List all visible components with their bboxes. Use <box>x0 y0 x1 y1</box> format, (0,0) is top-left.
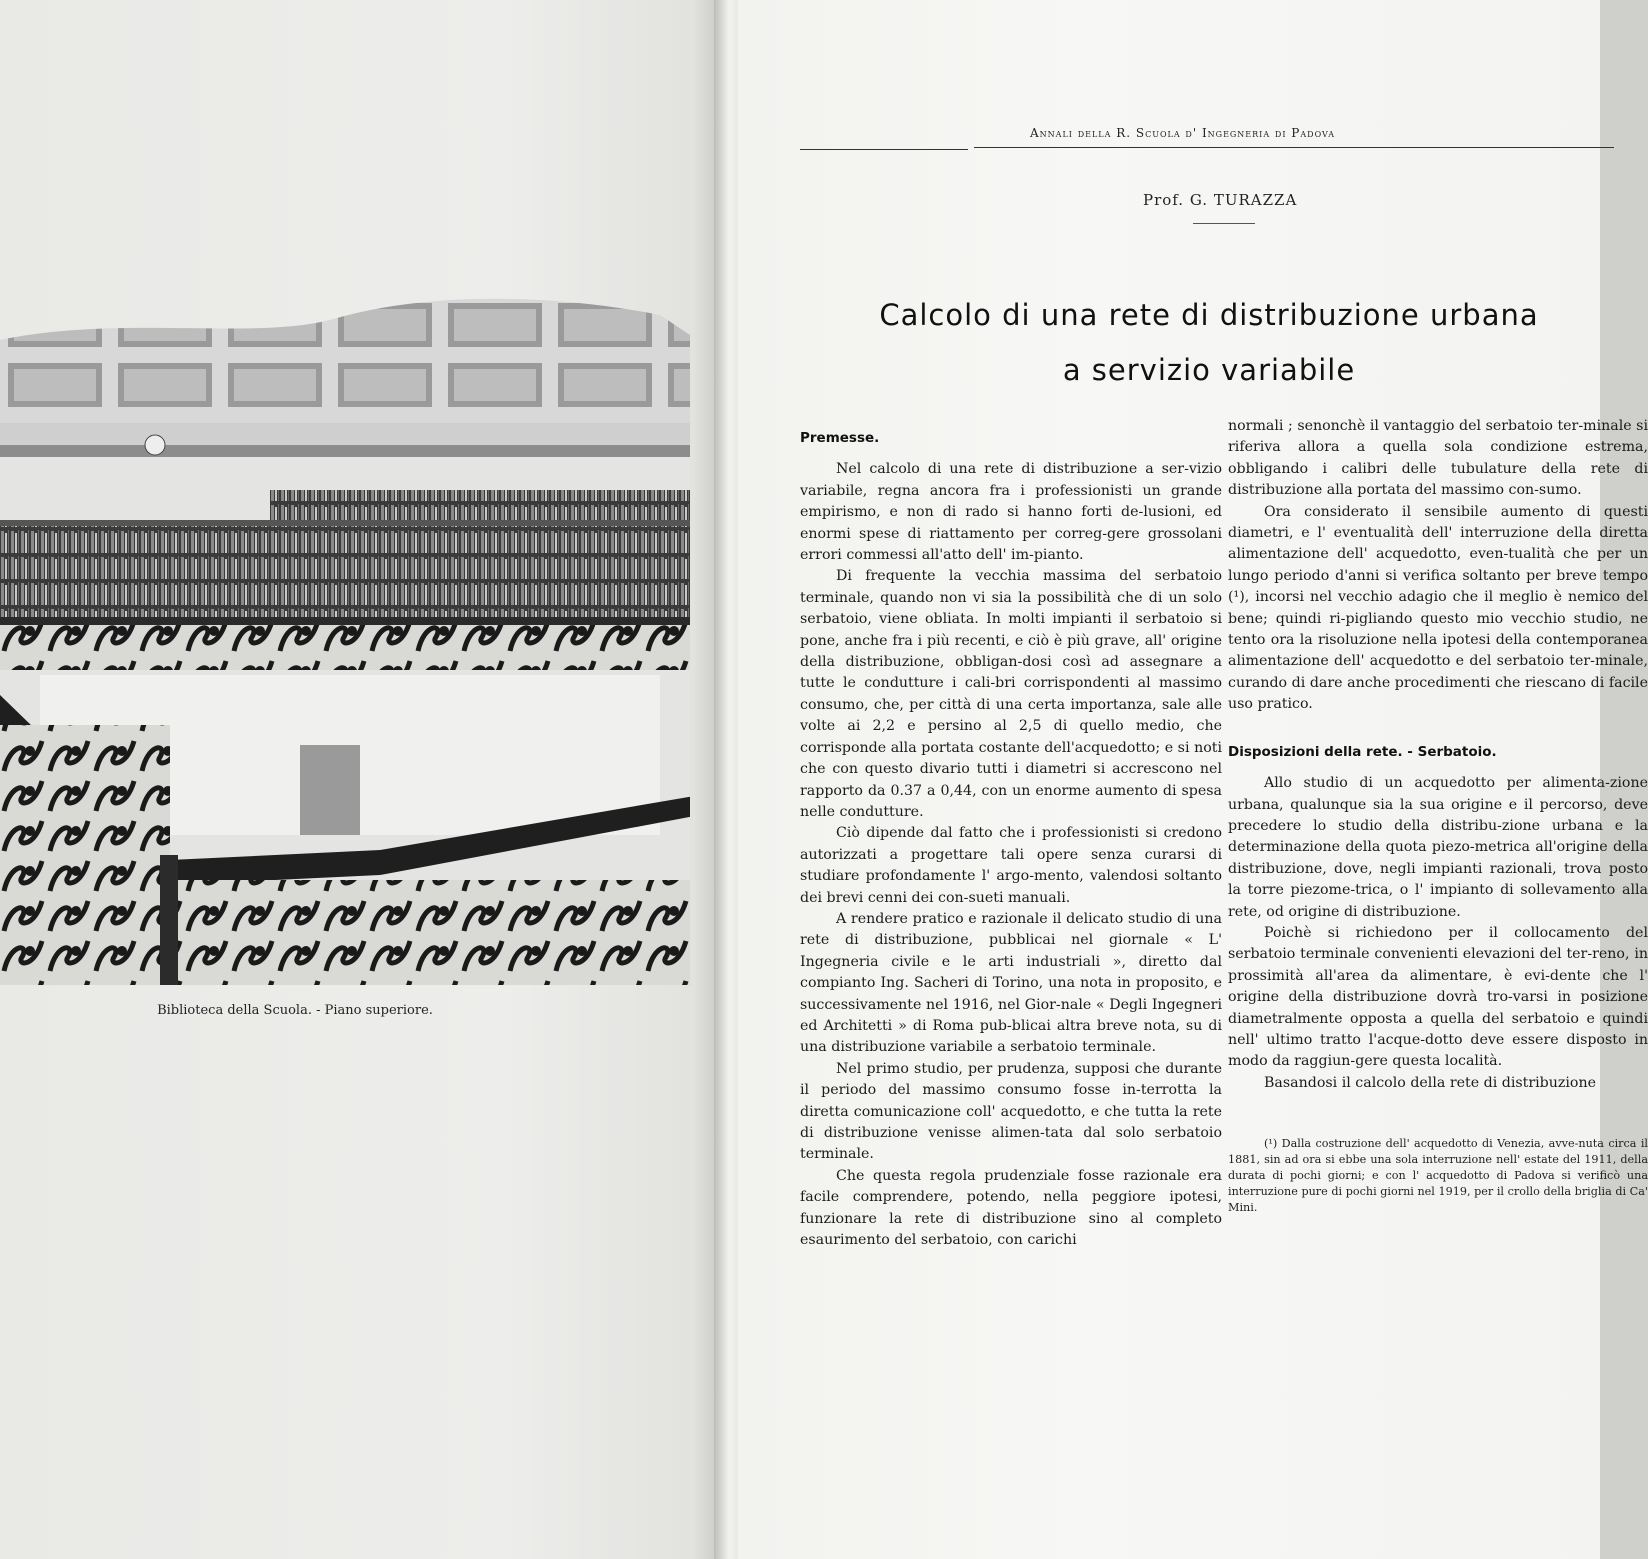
section-heading-disposizioni: Disposizioni della rete. - Serbatoio. <box>1228 743 1497 760</box>
section-heading-premesse: Premesse. <box>800 430 880 446</box>
author-rule <box>1193 223 1255 224</box>
paragraph: Ora considerato il sensibile aumento di questi diametri, e l' eventualità dell' interruzione della diretta alimentazione dell' acquedotto, even-tualità che per un lungo periodo d'anni si verifica soltanto per breve tempo (¹), incorsi nel vecchio adagio che il meglio è nemico del bene; quindi ri-pigliando questo mio vecchio studio, ne tento ora la risoluzione nella ipotesi della contemporanea alimentazione dell' acquedotto e del serbatoio ter-minale, curando di dare anche procedimenti che riescano di facile uso pratico. <box>1228 503 1648 713</box>
photo-caption: Biblioteca della Scuola. - Piano superiore. <box>157 1003 433 1018</box>
header-rule <box>800 149 968 150</box>
text-column-right <box>1228 416 1648 1216</box>
left-page <box>0 0 722 1559</box>
paragraph: Nel primo studio, per prudenza, supposi che durante il periodo del massimo consumo fosse in-terrotta la diretta comunicazione coll' acquedotto, e che tutta la rete di distribuzione venisse alimen-tata dal solo serbatoio terminale. <box>800 1060 1222 1163</box>
paragraph: Di frequente la vecchia massima del serbatoio terminale, quando non vi sia la possibilità che di un solo serbatoio, viene obliata. In molti impianti il serbatoio si pone, anche fra i più recenti, e ciò è più grave, all' origine della distribuzione, obbligan-dosi così ad assegnare a tutte le condutture i cali-bri corrispondenti al massimo consumo, che, per città di una certa importanza, sale alle volte ai 2,2 e persino al 2,5 di quello medio, che corrisponde alla portata costante dell'acquedotto; e si noti che con questo divario tutti i diametri si accrescono nel rapporto da 0.37 a 0,44, con un enorme aumento di spesa nelle condutture. <box>800 568 1222 820</box>
footnote <box>1228 1136 1648 1216</box>
footnote-text: (¹) Dalla costruzione dell' acquedotto di Venezia, avve-nuta circa il 1881, sin ad ora si ebbe una sola interruzione nell' estate del 1911, della durata di pochi giorni; e con l' acquedotto di Padova si verificò una interruzione pure di pochi giorni nel 1919, per il crollo della briglia di Ca' Mini. <box>1228 1137 1648 1215</box>
article-title <box>798 288 1620 398</box>
paragraph: Poichè si richiedono per il collocamento del serbatoio terminale convenienti elevazioni del ter-reno, in prossimità all'area da alimentare, è evi-dente che l' origine della distribuzione dovrà tro-varsi in posizione diametralmente opposta a quella del serbatoio e quindi nell' ultimo tratto l'acque-dotto deve essere disposto in modo da raggiun-gere questa località. <box>1228 924 1648 1070</box>
title-line-1: Calcolo di una rete di distribuzione urbana <box>879 298 1539 332</box>
paragraph: Nel calcolo di una rete di distribuzione a ser-vizio variabile, regna ancora fra i professionisti un grande empirismo, e non di rado si hanno forti de-lusioni, ed enormi spese di riattamento per correg-gere grossolani errori commessi all'atto dell' im-pianto. <box>800 461 1222 564</box>
text-column-left <box>800 428 1222 1251</box>
paragraph: A rendere pratico e razionale il delicato studio di una rete di distribuzione, pubblicai nel giornale « L' Ingegneria civile e le arti industriali », diretto dal compianto Ing. Sacheri di Torino, una nota in proposito, e successivamente nel 1916, nel Gior-nale « Degli Ingegneri ed Architetti » di Roma pub-blicai altra breve nota, su di una distribuzione variabile a serbatoio terminale. <box>800 910 1222 1056</box>
paragraph: Ciò dipende dal fatto che i professionisti si credono autorizzati a progettare tali opere senza curarsi di studiare profondamente l' argo-mento, valendosi soltanto dei brevi cenni dei con-sueti manuali. <box>800 825 1222 906</box>
book-gutter <box>714 0 740 1559</box>
paragraph: normali ; senonchè il vantaggio del serbatoio ter-minale si riferiva allora a quella sola condizione estrema, obbligando i calibri delle tubulature della rete di distribuzione alla portata del massimo con-sumo. <box>1228 418 1648 499</box>
running-head: Annali della R. Scuola d' Ingegneria di Padova <box>1030 126 1335 140</box>
library-photo <box>0 295 700 985</box>
right-page <box>738 0 1648 1559</box>
author-name: Prof. G. TURAZZA <box>1143 191 1298 209</box>
header-rule <box>974 147 1614 148</box>
paragraph: Allo studio di un acquedotto per alimenta-zione urbana, qualunque sia la sua origine e il percorso, deve precedere lo studio della distribu-zione urbana e la determinazione della quota piezo-metrica all'origine della distribuzione, dove, negli impianti razionali, trova posto la torre piezome-trica, o l' impianto di sollevamento alla rete, od origine di distribuzione. <box>1228 775 1648 920</box>
paragraph: Basandosi il calcolo della rete di distribuzione <box>1264 1074 1596 1091</box>
paragraph: Che questa regola prudenziale fosse razionale era facile comprendere, potendo, nella peggiore ipotesi, funzionare la rete di distribuzione sino al completo esaurimento del serbatoio, con carichi <box>800 1167 1222 1249</box>
title-line-2: a servizio variabile <box>1062 353 1356 387</box>
